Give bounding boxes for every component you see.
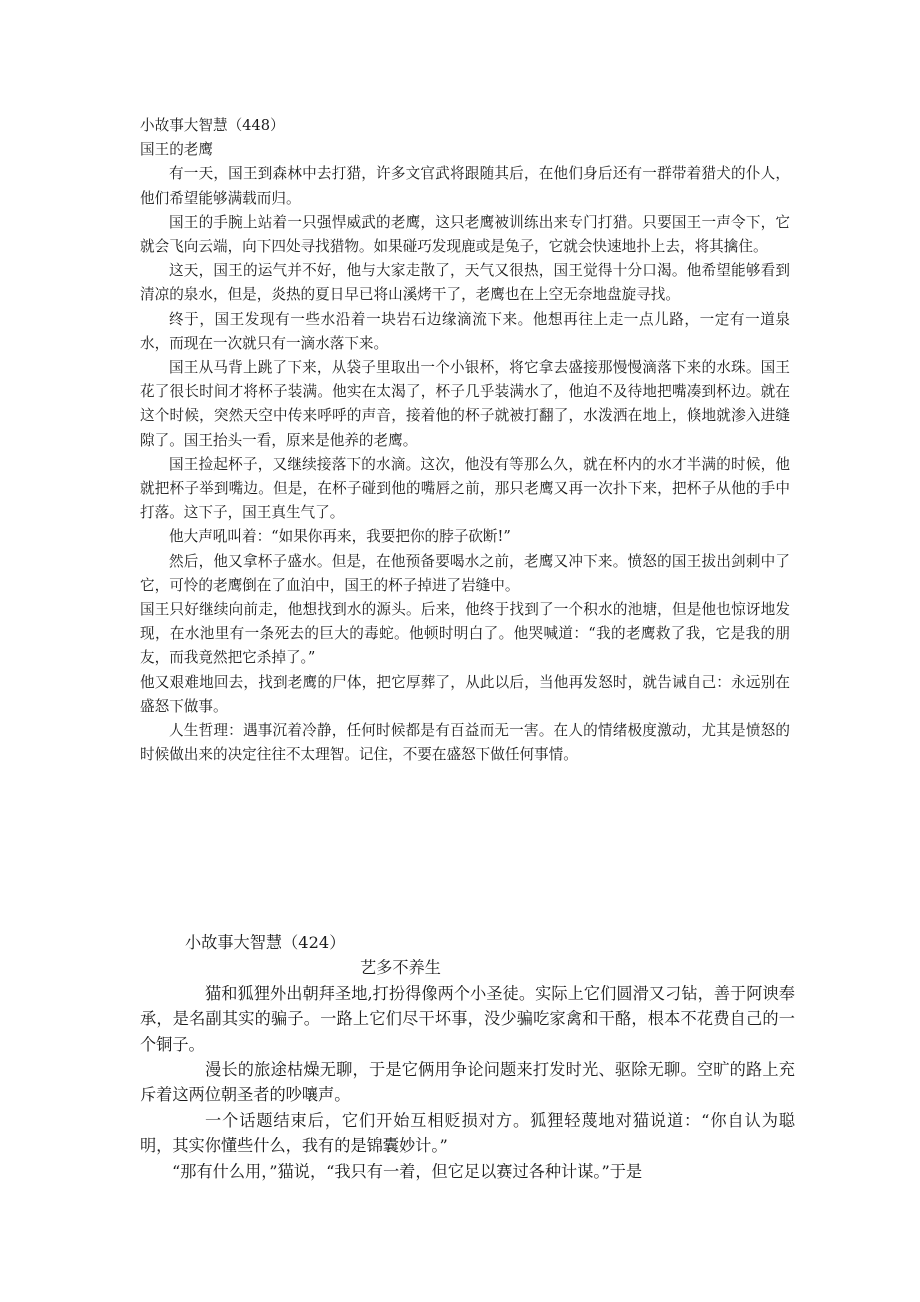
paragraph: 国王的手腕上站着一只强悍威武的老鹰，这只老鹰被训练出来专门打猎。只要国王一声令下，它就会飞向云端，向下四处寻找猎物。如果碰巧发现鹿或是兔子，它就会快速地扑上去，将其擒住。	[140, 213, 790, 256]
paragraph: 这天，国王的运气并不好，他与大家走散了，天气又很热，国王觉得十分口渴。他希望能够看到清凉的泉水，但是，炎热的夏日早已将山溪烤干了，老鹰也在上空无奈地盘旋寻找。	[140, 262, 790, 304]
story-kings-eagle	[140, 114, 790, 767]
paragraph: 然后，他又拿杯子盛水。但是，在他预备要喝水之前，老鹰又冲下来。愤怒的国王拔出剑刺中了它，可怜的老鹰倒在了血泊中，国王的杯子掉进了岩缝中。	[140, 552, 790, 594]
paragraph: 有一天，国王到森林中去打猎，许多文官武将跟随其后，在他们身后还有一群带着猎犬的仆人，他们希望能够满载而归。	[140, 165, 790, 207]
paragraph: 国王捡起杯子，又继续接落下的水滴。这次，他没有等那么久，就在杯内的水才半满的时候，他就把杯子举到嘴边。但是，在杯子碰到他的嘴唇之前，那只老鹰又再一次扑下来，把杯子从他的手中打落。这下子，国王真生气了。	[140, 455, 790, 522]
story-title: 国王的老鹰	[140, 141, 213, 159]
paragraph: 猫和狐狸外出朝拜圣地,打扮得像两个小圣徒。实际上它们圆滑又刁钻，善于阿谀奉承，是名副其实的骗子。一路上它们尽干坏事，没少骗吃家禽和干酪，根本不花费自己的一个铜子。	[140, 983, 795, 1054]
series-title: 小故事大智慧（424）	[185, 933, 346, 952]
paragraph: 终于，国王发现有一些水沿着一块岩石边缘滴流下来。他想再往上走一点儿路，一定有一道泉水，而现在一次就只有一滴水落下来。	[140, 310, 790, 352]
story-title: 艺多不养生	[360, 958, 441, 978]
story-cat-and-fox	[140, 930, 795, 1184]
paragraph: 他又艰难地回去，找到老鹰的尸体，把它厚葬了，从此以后，当他再发怒时，就告诫自己：永远别在盛怒下做事。	[140, 673, 790, 715]
paragraph: 漫长的旅途枯燥无聊，于是它俩用争论问题来打发时光、驱除无聊。空旷的路上充斥着这两位朝圣者的吵嚷声。	[140, 1060, 795, 1105]
paragraph: “那有什么用，”猫说，“我只有一着，但它足以赛过各种计谋。”于是	[172, 1161, 643, 1181]
paragraph: 他大声吼叫着：“如果你再来，我要把你的脖子砍断!”	[169, 528, 511, 546]
paragraph: 国王只好继续向前走，他想找到水的源头。后来，他终于找到了一个积水的池塘，但是他也惊讶地发现，在水池里有一条死去的巨大的毒蛇。他顿时明白了。他哭喊道：“我的老鹰救了我，它是我的朋友，而我竟然把它杀掉了。”	[140, 601, 790, 667]
moral-paragraph: 人生哲理：遇事沉着冷静，任何时候都是有百益而无一害。在人的情绪极度激动，尤其是愤怒的时候做出来的决定往往不太理智。记住，不要在盛怒下做任何事情。	[140, 722, 790, 764]
paragraph: 国王从马背上跳了下来，从袋子里取出一个小银杯，将它拿去盛接那慢慢滴落下来的水珠。国王花了很长时间才将杯子装满。他实在太渴了，杯子几乎装满水了，他迫不及待地把嘴凑到杯边。就在这个时候，突然天空中传来呼呼的声音，接着他的杯子就被打翻了，水泼洒在地上，倏地就渗入进缝隙了。国王抬头一看，原来是他养的老鹰。	[140, 359, 790, 449]
paragraph: 一个话题结束后，它们开始互相贬损对方。狐狸轻蔑地对猫说道：“你自认为聪明，其实你懂些什么，我有的是锦囊妙计。”	[140, 1110, 795, 1156]
series-title: 小故事大智慧（448）	[140, 117, 285, 134]
